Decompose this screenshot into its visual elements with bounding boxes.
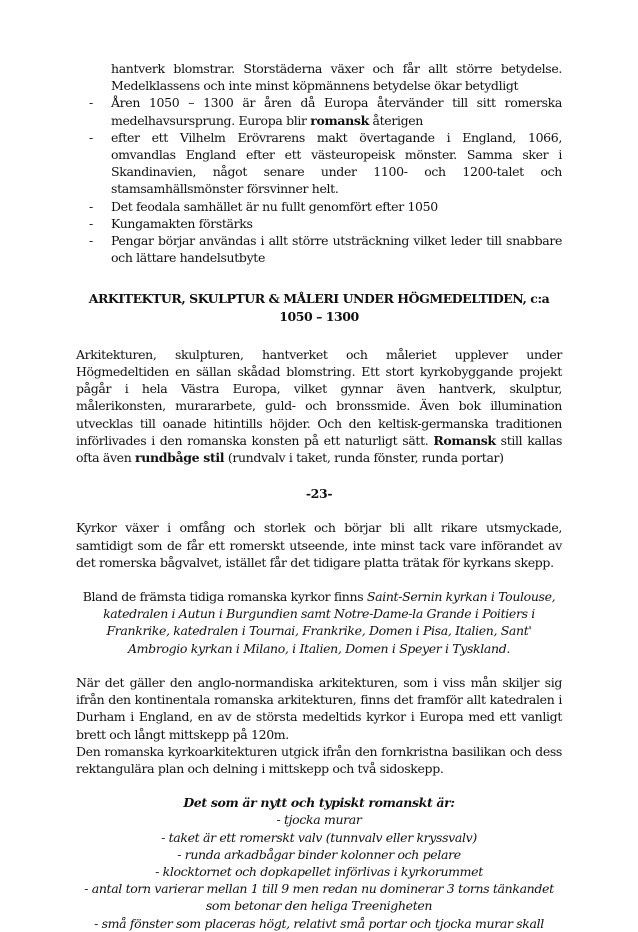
paragraph-text: Arkitekturen, skulpturen, hantverket och måleriet upplever under Högmedeltiden en sällan skådad blomstring. Ett stort kyrkobyggande projekt pågår i hela Västra Europa, vilket gynnar även hantverk, skulptur, målerikonsten, murararbete, guld- och bronssmide. Även bok illumination utvecklas till oanade hitintills höjder. Och den keltisk-germanska traditionen införlivades i den romanska konsten på ett naturligt sätt. bbox=[76, 346, 562, 448]
typical-item: - klocktornet och dopkapellet införlivas i kyrkorummet bbox=[155, 863, 483, 879]
list-item: - efter ett Vilhelm Erövrarens makt övertagande i England, 1066, omvandlas England efter ett västeuropeisk mönster. Samma sker i Skandinavien, något senare under 1100- och 1200-talet och stamsamhällsmönster försvinner helt. bbox=[76, 129, 562, 198]
typical-item: - små fönster som placeras högt, relativt små portar och tjocka murar skall bbox=[94, 915, 544, 931]
page-number: -23- bbox=[305, 486, 333, 502]
paragraph bbox=[76, 346, 562, 466]
bold-term: romansk bbox=[310, 112, 369, 128]
paragraph-text: still kallas ofta även bbox=[76, 432, 563, 466]
typical-item: - taket är ett romerskt valv (tunnvalv eller kryssvalv) bbox=[161, 829, 477, 845]
page-content bbox=[76, 60, 562, 932]
list-item: - Det feodala samhället är nu fullt genomfört efter 1050 bbox=[76, 198, 562, 215]
church-list: Saint-Sernin kyrkan i Toulouse, katedralen i Autun i Burgundien samt Notre-Dame-la Grande i Poitiers i Frankrike, katedralen i Tournai, Frankrike, Domen i Pisa, Italien, Sant' Ambrogio kyrkan i Milano, i Italien, Domen i Speyer i Tyskland bbox=[103, 589, 556, 656]
list-item-text: återigen bbox=[368, 112, 424, 128]
spacer bbox=[76, 657, 562, 674]
typical-item: - antal torn varierar mellan 1 till 9 men redan nu dominerar 3 torns tänkandet som betonar den heliga Treenigheten bbox=[84, 881, 554, 914]
list-item-text: Åren 1050 – 1300 är åren då Europa återvänder till sitt romerska medelhavsursprung. Europa blir bbox=[111, 95, 562, 128]
list-item: - Kungamakten förstärks bbox=[76, 215, 562, 232]
paragraph: När det gäller den anglo-normandiska arkitekturen, som i viss mån skiljer sig ifrån den kontinentala romanska arkitekturen, finns det framför allt katedralen i Durham i England, en av de största medeltids kyrkor i Europa med ett vanligt brett och långt mittskepp på 120m. bbox=[76, 674, 562, 742]
paragraph: Den romanska kyrkoarkitekturen utgick ifrån den fornkristna basilikan och dess rektangulära plan och delning i mittskepp och två sidoskepp. bbox=[76, 743, 562, 776]
typical-item: - runda arkadbågar binder kolonner och pelare bbox=[177, 846, 461, 862]
list-item bbox=[76, 94, 562, 128]
bold-term: Romansk bbox=[433, 432, 496, 448]
churches-paragraph bbox=[76, 588, 562, 657]
bold-term: rundbåge stil bbox=[135, 450, 225, 466]
typical-title: Det som är nytt och typiskt romanskt är: bbox=[183, 795, 455, 811]
spacer bbox=[76, 571, 562, 588]
typical-item: - tjocka murar bbox=[276, 812, 362, 828]
paragraph-text: (rundvalv i taket, runda fönster, runda portar) bbox=[224, 450, 504, 466]
paragraph-text: Bland de främsta tidiga romanska kyrkor finns bbox=[82, 589, 367, 605]
spacer bbox=[76, 777, 562, 794]
bullet-list bbox=[76, 60, 562, 266]
paragraph-text: . bbox=[506, 640, 510, 656]
list-item: hantverk blomstrar. Storstäderna växer och får allt större betydelse. Medelklassens och inte minst köpmännens betydelse ökar betydligt bbox=[111, 61, 562, 94]
paragraph: Kyrkor växer i omfång och storlek och börjar bli allt rikare utsmyckade, samtidigt som de får ett romerskt utseende, inte minst tack vare införandet av det romerska bågvalvet, istället får det tidigare platta trätak för kyrkans skepp. bbox=[76, 520, 562, 570]
list-item: - Pengar börjar användas i allt större utsträckning vilket leder till snabbare och lättare handelsutbyte bbox=[76, 232, 562, 266]
section-heading: ARKITEKTUR, SKULPTUR & MÅLERI UNDER HÖGMEDELTIDEN, c:a 1050 – 1300 bbox=[88, 291, 550, 324]
